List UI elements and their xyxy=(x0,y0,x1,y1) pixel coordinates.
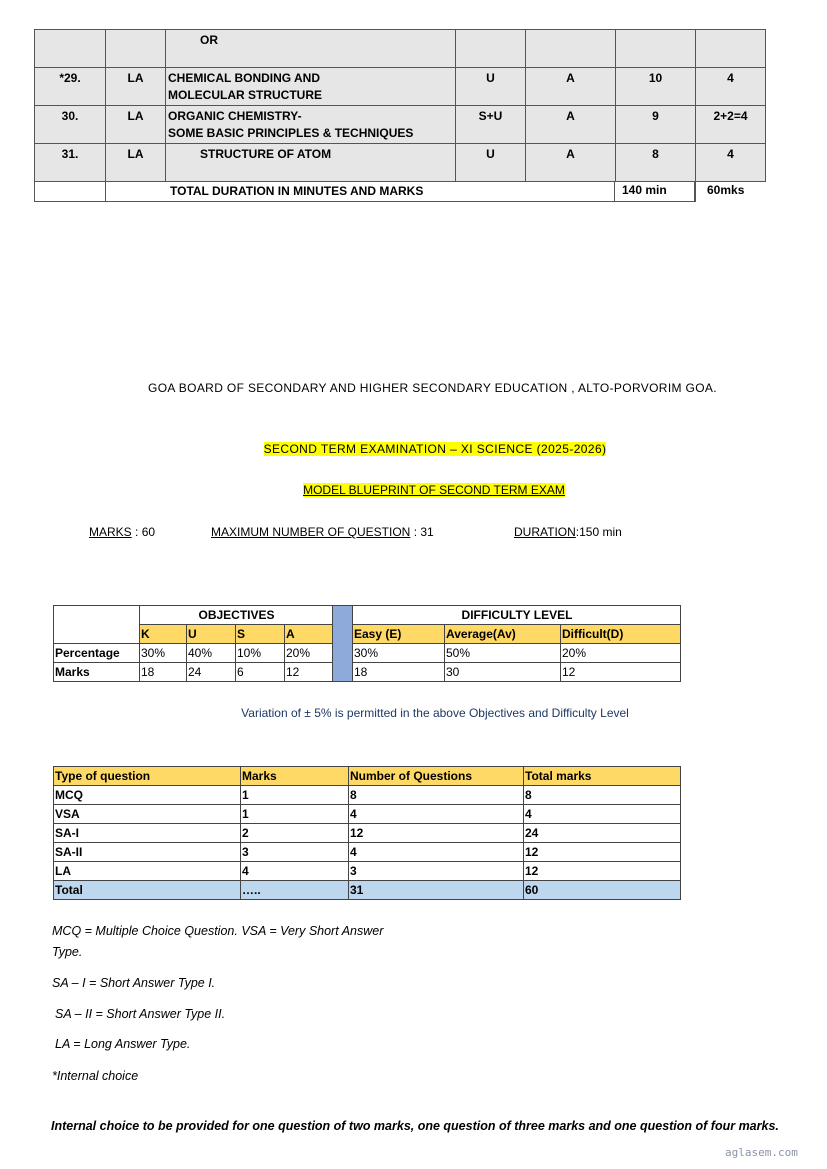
unit-name: STRUCTURE OF ATOM xyxy=(166,144,456,182)
question-type: LA xyxy=(106,106,166,144)
column-separator xyxy=(333,606,353,682)
cell: LA xyxy=(54,862,241,881)
cell: 12 xyxy=(524,843,681,862)
time: 10 xyxy=(616,68,696,106)
duration-info xyxy=(514,525,622,539)
row-label: Percentage xyxy=(54,644,140,663)
difficulty: A xyxy=(526,68,616,106)
question-number: 30. xyxy=(35,106,106,144)
marks-info xyxy=(89,525,155,539)
difficulty-col: Easy (E) xyxy=(353,625,445,644)
table-row xyxy=(54,805,681,824)
total-row xyxy=(54,881,681,900)
cell: 10% xyxy=(236,644,285,663)
difficulty-col: Average(Av) xyxy=(445,625,561,644)
cell: 50% xyxy=(445,644,561,663)
cell: 60 xyxy=(524,881,681,900)
cell: 30% xyxy=(353,644,445,663)
duration-label: DURATION xyxy=(514,525,576,539)
total-divider xyxy=(614,182,615,201)
exam-title-text: SECOND TERM EXAMINATION – XI SCIENCE (2025-2026) xyxy=(263,442,607,456)
blank-cell xyxy=(54,606,140,644)
cell: 4 xyxy=(349,805,524,824)
table-row xyxy=(54,786,681,805)
max-question-info xyxy=(211,525,434,539)
board-title: GOA BOARD OF SECONDARY AND HIGHER SECONDARY EDUCATION , ALTO-PORVORIM GOA. xyxy=(148,381,717,395)
unit-name xyxy=(166,106,456,144)
percentage-row xyxy=(54,644,681,663)
marks-label: MARKS xyxy=(89,525,132,539)
difficulty-col: Difficult(D) xyxy=(561,625,681,644)
cell: 20% xyxy=(561,644,681,663)
cell: ….. xyxy=(241,881,349,900)
marks-value: : 60 xyxy=(135,525,156,539)
question-number: *29. xyxy=(35,68,106,106)
or-label: OR xyxy=(166,30,456,68)
question-number: 31. xyxy=(35,144,106,182)
cell: SA-II xyxy=(54,843,241,862)
cell: 18 xyxy=(353,663,445,682)
cell: MCQ xyxy=(54,786,241,805)
objective-col: U xyxy=(187,625,236,644)
legend-line: Type. xyxy=(52,945,83,959)
max-question-label: MAXIMUM NUMBER OF QUESTION xyxy=(211,525,411,539)
unit-line: SOME BASIC PRINCIPLES & TECHNIQUES xyxy=(168,126,414,140)
objectives-difficulty-table xyxy=(53,605,681,682)
time: 9 xyxy=(616,106,696,144)
cell: 4 xyxy=(524,805,681,824)
difficulty: A xyxy=(526,106,616,144)
or-row xyxy=(35,30,766,68)
cell: 8 xyxy=(524,786,681,805)
cell: 4 xyxy=(349,843,524,862)
column-header: Type of question xyxy=(54,767,241,786)
cell: 24 xyxy=(187,663,236,682)
cell: 12 xyxy=(524,862,681,881)
cell: VSA xyxy=(54,805,241,824)
cell: Total xyxy=(54,881,241,900)
objective-col: A xyxy=(285,625,333,644)
table-header xyxy=(54,767,681,786)
total-label: TOTAL DURATION IN MINUTES AND MARKS xyxy=(106,182,696,202)
unit-line: ORGANIC CHEMISTRY- xyxy=(168,109,302,123)
marks: 2+2=4 xyxy=(696,106,766,144)
question-type: LA xyxy=(106,144,166,182)
cell: 24 xyxy=(524,824,681,843)
column-header: Total marks xyxy=(524,767,681,786)
table-row xyxy=(54,824,681,843)
table-row xyxy=(35,68,766,106)
question-type: LA xyxy=(106,68,166,106)
variation-note: Variation of ± 5% is permitted in the above Objectives and Difficulty Level xyxy=(241,706,629,720)
marks-row xyxy=(54,663,681,682)
legend-line: MCQ = Multiple Choice Question. VSA = Very Short Answer xyxy=(52,924,384,938)
total-time: 140 min xyxy=(622,183,667,197)
objective-col: K xyxy=(140,625,187,644)
objective-col: S xyxy=(236,625,285,644)
blueprint-continuation-table xyxy=(34,29,766,202)
internal-choice-note: Internal choice to be provided for one question of two marks, one question of three marks and one question of four marks. xyxy=(51,1119,779,1133)
objective: U xyxy=(456,68,526,106)
time: 8 xyxy=(616,144,696,182)
cell: 3 xyxy=(241,843,349,862)
question-type-table xyxy=(53,766,681,900)
cell: 31 xyxy=(349,881,524,900)
blueprint-title-text: MODEL BLUEPRINT OF SECOND TERM EXAM xyxy=(303,483,565,497)
total-divider xyxy=(694,182,695,201)
cell: 12 xyxy=(349,824,524,843)
cell: 30% xyxy=(140,644,187,663)
cell: 40% xyxy=(187,644,236,663)
table-row xyxy=(35,144,766,182)
watermark: aglasem.com xyxy=(725,1146,798,1159)
difficulty-header: DIFFICULTY LEVEL xyxy=(353,606,681,625)
table-row xyxy=(54,843,681,862)
unit-name xyxy=(166,68,456,106)
cell: 8 xyxy=(349,786,524,805)
cell: 2 xyxy=(241,824,349,843)
row-label: Marks xyxy=(54,663,140,682)
cell: 12 xyxy=(561,663,681,682)
cell: 1 xyxy=(241,805,349,824)
objectives-header: OBJECTIVES xyxy=(140,606,333,625)
unit-line: MOLECULAR STRUCTURE xyxy=(168,88,322,102)
unit-line: CHEMICAL BONDING AND xyxy=(168,71,320,85)
blueprint-title xyxy=(0,483,827,497)
max-question-value: : 31 xyxy=(413,525,434,539)
legend-line: SA – II = Short Answer Type II. xyxy=(55,1007,226,1021)
column-header: Marks xyxy=(241,767,349,786)
table-row xyxy=(35,106,766,144)
cell: 18 xyxy=(140,663,187,682)
cell: 20% xyxy=(285,644,333,663)
legend-line: *Internal choice xyxy=(52,1069,139,1083)
cell: 12 xyxy=(285,663,333,682)
legend-line: LA = Long Answer Type. xyxy=(55,1037,191,1051)
legend-line: SA – I = Short Answer Type I. xyxy=(52,976,216,990)
cell: 30 xyxy=(445,663,561,682)
cell: 1 xyxy=(241,786,349,805)
cell: 6 xyxy=(236,663,285,682)
column-header: Number of Questions xyxy=(349,767,524,786)
objective: U xyxy=(456,144,526,182)
marks: 4 xyxy=(696,68,766,106)
difficulty: A xyxy=(526,144,616,182)
total-marks: 60mks xyxy=(707,183,745,197)
cell: 3 xyxy=(349,862,524,881)
cell: SA-I xyxy=(54,824,241,843)
objective: S+U xyxy=(456,106,526,144)
duration-value: :150 min xyxy=(575,525,622,539)
marks: 4 xyxy=(696,144,766,182)
table-row xyxy=(54,862,681,881)
cell: 4 xyxy=(241,862,349,881)
exam-title xyxy=(0,442,827,456)
